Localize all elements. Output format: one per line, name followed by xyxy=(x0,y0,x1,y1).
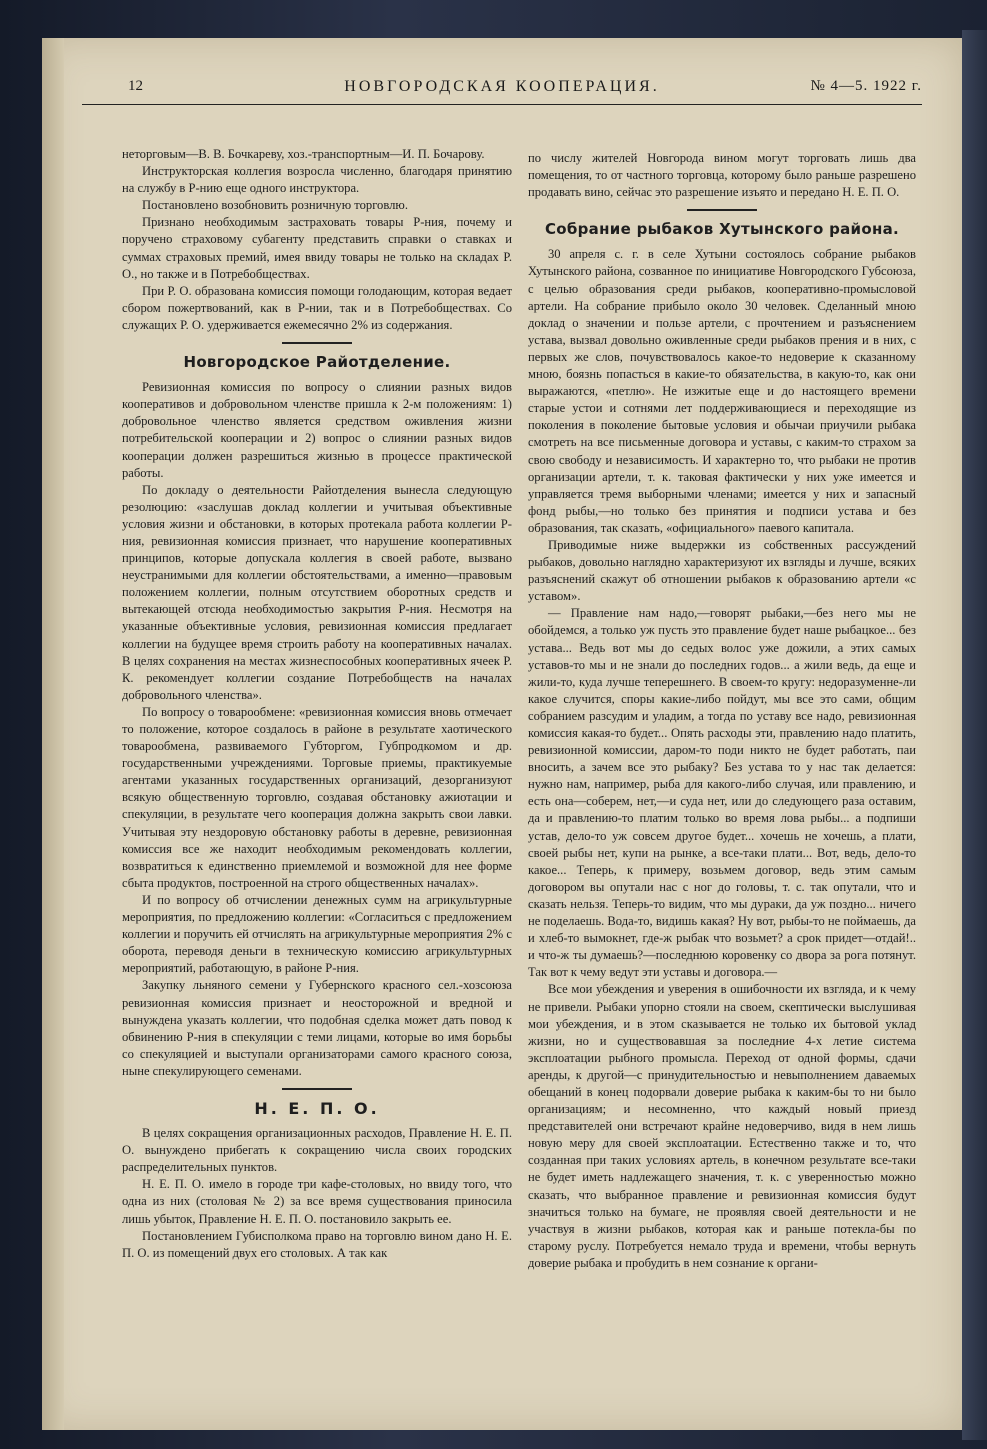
section-title-raiotdelenie: Новгородское Райотделение. xyxy=(183,353,451,372)
paragraph: неторговым—В. В. Бочкареву, хоз.-транспортным—И. П. Бочарову. xyxy=(122,147,485,161)
paragraph: В целях сокращения организационных расходов, Правление Н. Е. П. О. вынуждено прибегать к сокращению числа своих городских распределительных пунктов. xyxy=(122,1126,512,1175)
paragraph: Ревизионная комиссия по вопросу о слиянии разных видов кооперативов и добровольном членстве пришла к 2-м положениям: 1) добровольное членство является средством оживления жизни потребительской кооперации и 2) вопрос о слиянии разных видов кооперации должен разрешиться жизнью в процессе практической работы. xyxy=(122,380,512,480)
paragraph: Закупку льняного семени у Губернского красного сел.-хозсоюза ревизионная комиссия признает и неосторожной и вредной и вынуждена указать коллегии, что подобная сделка может дать повод к обвинению Р-ния в спекуляции с теми лицами, которые во имя борьбы со спекуляцией и выступали организаторами самого красного союза, ныне спекулирующего семенами. xyxy=(122,978,512,1078)
issue-number: № 4—5. 1922 г. xyxy=(810,78,922,94)
section-title-nepo: Н. Е. П. О. xyxy=(254,1098,380,1118)
page-number: 12 xyxy=(128,78,143,94)
paragraph: 30 апреля с. г. в селе Хутыни состоялось собрание рыбаков Хутынского района, созванное по инициативе Новгородского Губсоюза, с целью образования среди рыбаков, кооперативно-промысловой артели. На собрание прибыло около 30 человек. Сделанный мною доклад о значении и пользе артели, с прочтением и разъяснением устава, вызвал довольно оживленные среди рыбаков прения и в них, с первых же слов, почувствовалось какое-то недоверие к сказанному мною, боязнь попасться в какие-то обязательства, в какую-то, как они выражаются, «петлю». Не изжитые еще и до настоящего времени старые устои и сотнями лет поддерживающиеся и переходящие из поколения в поколение бытовые условия и обычаи приучили рыбака смотреть на все письменные договора и уставы, с каким-то страхом за свою свободу и независимость. И характерно то, что рыбаки не против организации артели, т. к. таковая фактически у них уже имеется и управляется тремя выборными членами; имеется у них и запасный фонд рыбы,—но только без принятия и подписи устава и без образования, так сказать, «официального» паевого капитала. xyxy=(528,247,916,535)
section-title-fishermen: Собрание рыбаков Хутынского района. xyxy=(544,220,900,239)
next-page-edge xyxy=(962,30,987,1440)
paragraph: По вопросу о товарообмене: «ревизионная комиссия вновь отмечает то положение, которое создалось в районе в результате хаотического товарообмена, развиваемого Губторгом, Губпродкомом и др. государственными учреждениями. Торговые приемы, практикуемые агентами указанных государственных организаций, дезорганизуют всякую общественную торговлю, создавая обстановку ажиотации и спекуляции, в результате чего кооперация должна закрыть свои лавки. Учитывая эту нездоровую обстановку работы в деревне, ревизионная комиссия все же находит необходимым рекомендовать коллегии, возвратиться к единственно приемлемой и возможной для нее форме сбыта продуктов, построенной на строго общественных началах». xyxy=(122,704,512,890)
section-divider xyxy=(282,1088,352,1090)
left-column xyxy=(122,146,512,1262)
page-header xyxy=(82,72,922,105)
paragraph: Постановлением Губисполкома право на торговлю вином дано Н. Е. П. О. из помещений двух его столовых. А так как xyxy=(122,1228,512,1260)
paragraph: по числу жителей Новгорода вином могут торговать лишь два помещения, то от частного торговца, которому было раньше разрешено продавать вино, сейчас это разрешение изъято и передано Н. Е. П. О. xyxy=(528,151,916,200)
paragraph: Н. Е. П. О. имело в городе три кафе-столовых, но ввиду того, что одна из них (столовая № 2) за все время существования приносила лишь убыток, Правление Н. Е. П. О. постановило закрыть ее. xyxy=(122,1177,512,1226)
paragraph: По докладу о деятельности Райотделения вынесла следующую резолюцию: «заслушав доклад коллегии и учитывая объективные условия жизни и обстановки, в которых протекала работа коллегии Р-ния, ревизионная комиссия признает, что нарушение кооперативных принципов, которые допускала коллегия в своей работе, вызвано неустранимыми для коллегии обстоятельствами, а именно—правовым положением коллегии, полным отсутствием оборотных средств и вытекающей отсюда необходимостью закрытия Р-ния. Несмотря на указанные объективные условия, ревизионная комиссия предлагает коллегии на будущее время строить работу на кооперативных началах. В целях сохранения на местах жизнеспособных кооперативных ячеек Р. К. рекомендует коллегии создание Потребобществ на началах добровольного членства». xyxy=(122,482,512,702)
page-spine-edge xyxy=(42,38,64,1430)
section-divider xyxy=(282,342,352,344)
paragraph: Приводимые ниже выдержки из собственных рассуждений рыбаков, довольно наглядно характеризуют их взгляды и лучше, всяких разъяснений скажут об отношении рыбаков к образованию артели «с уставом». xyxy=(528,537,916,604)
paragraph: При Р. О. образована комиссия помощи голодающим, которая ведает сбором пожертвований, как в Р-нии, так и в Потребобществах. Со служащих Р. О. удерживается ежемесячно 2% из содержания. xyxy=(122,283,512,332)
paragraph: Постановлено возобновить розничную торговлю. xyxy=(142,198,408,213)
paragraph: Признано необходимым застраховать товары Р-ния, почему и поручено страховому субагенту представить справки о ставках и суммах страховых премий, имея ввиду товары не только на складах Р. О., но также и в Потребобществах. xyxy=(122,215,512,281)
paragraph: Инструкторская коллегия возросла численно, благодаря принятию на службу в Р-нию еще одного инструктора. xyxy=(122,164,512,196)
right-column xyxy=(528,150,916,1272)
paragraph: И по вопросу об отчислении денежных сумм на агрикультурные мероприятия, по предложению коллегии: «Согласиться с предложением коллегии и поручить ей отчислять на агрикультурные мероприятия 2% с оборота, переводя деньги в техническую комиссию агрикультурных мероприятий, работающую, в районе Р-ния. xyxy=(122,892,512,976)
section-divider xyxy=(687,209,757,211)
paragraph: — Правление нам надо,—говорят рыбаки,—без него мы не обойдемся, а только уж пусть это правление будет наше рыбацкое... без устава... Ведь вот мы до седых волос уже дожили, а этих самых уставов-то мы и не знали до последних годов... а жили ведь, да еще и жили-то, куда лучше теперешнего. В своем-то кругу: недоразуменне-ли какое случится, споры какие-либо пойдут, мы все это сами, общим собранием разсудим и уладим, а тогда по уставу все надо, ревизионная комиссия какая-то будет... Опять расходы эти, правлению надо платить, ревизионной комиссии, даром-то поди никто не будет работать, паи вносить, а зачем все это рыбаку? Без устава то у нас так делается: нужно нам, например, рыба для какого-либо случая, или правлению, и есть она—соберем, нет,—и суда нет, или до следующего раза оставим, да и правлению-то платим только во время лова рыбы... а подпиши устав, дело-то уж совсем другое будет... хочешь не хочешь, а плати, своей рыбы нет, купи на рынке, а все-таки плати... Вот, ведь, дело-то какое... Теперь, к примеру, возьмем договор, ведь этим самым договором вы опутали нас с ног до головы, т. с. так опутали, что и сказать нельзя. Теперь-то видим, что мы дураки, да уж поздно... ничего не поделаешь. Вода-то, видишь какая? Ну вот, рыбы-то не поймаешь, да и хлеб-то вымокнет, где-ж рыбак что возьмет? а срок придет—отдай!.. и что-ж ты думаешь?—последнюю коровенку со двора за рога потянут. Так вот к чему ведут эти уставы и договора.— xyxy=(528,606,916,980)
journal-title: НОВГОРОДСКАЯ КООПЕРАЦИЯ. xyxy=(344,78,660,95)
paragraph: Все мои убеждения и уверения в ошибочности их взгляда, и к чему не привели. Рыбаки упорно стояли на своем, скептически выслушивая мои убеждения, и в этом сказывается не только их бытовой уклад жизни, но и существовавшая за последние 4-х летие система эксплоатации рыбного промысла. Переход от одной формы, сдачи аренды, к другой—с принудительностью и невыполнением даваемых обещаний в конец подорвали доверие рыбака к каким-бы то ни было организациям; и несомненно, что каждый новый приезд представителей они встречают крайне недоверчиво, видя в нем лишь новую меру для своей эксплоатации. Естественно также и то, что созданная при таких условиях артель, в конечном результате все-таки не будет иметь надлежащего значения, т. к. с уверенностью можно сказать, что выбранное правление и ревизионная комиссия будут значиться только на бумаге, не проявляя своей деятельности и не участвуя в жизни рыбаков, которая как и раньше потекла-бы по старому руслу. Потребуется немало труда и времени, чтобы вернуть доверие рыбака и пробудить в нем сознание к органи- xyxy=(528,982,916,1270)
